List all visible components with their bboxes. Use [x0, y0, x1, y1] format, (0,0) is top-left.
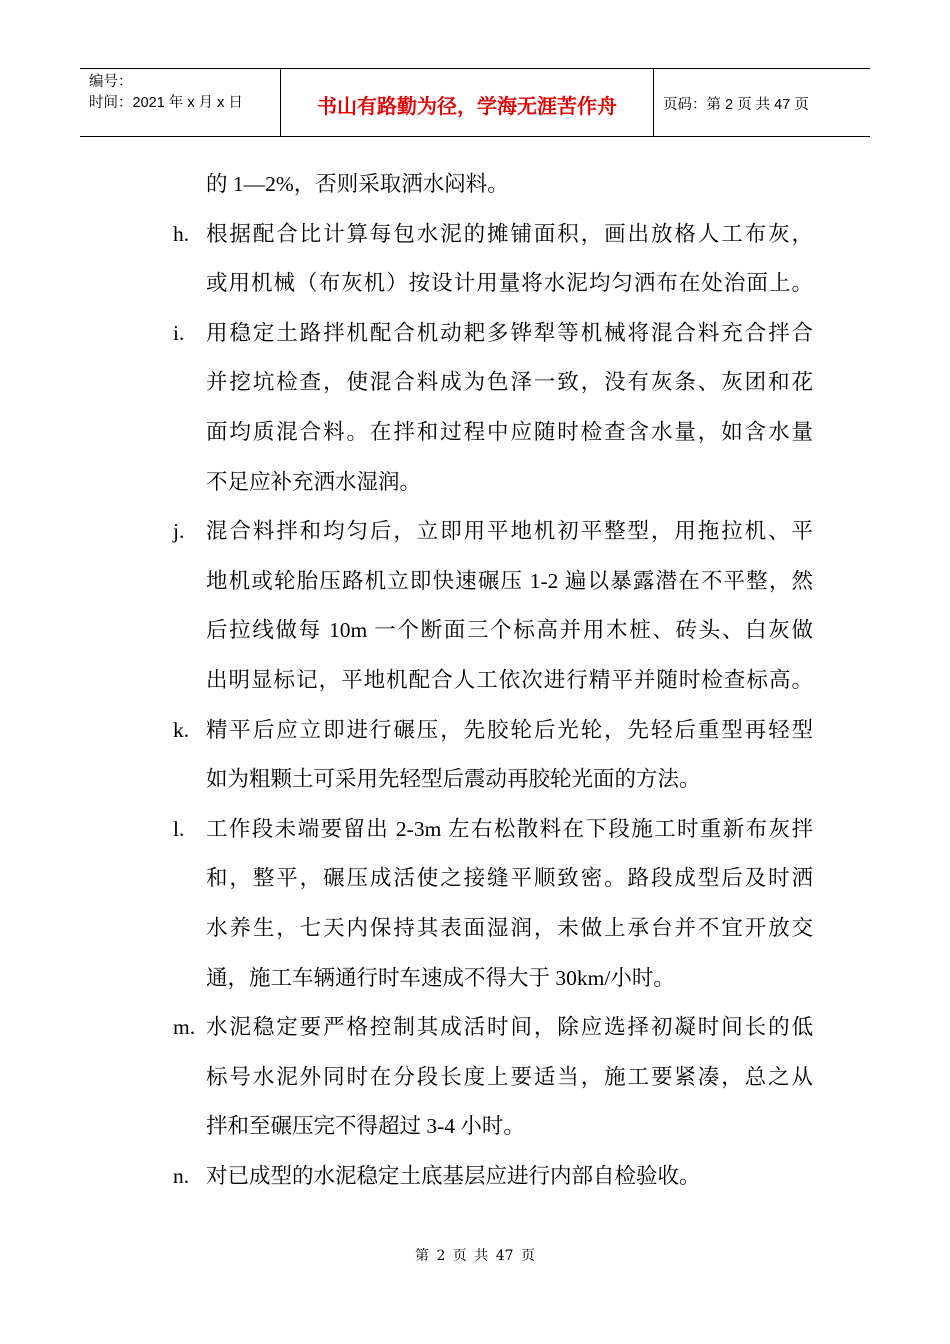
- body-line: [173, 259, 813, 309]
- body-line: [173, 557, 813, 607]
- document-body: [173, 160, 813, 1201]
- body-line-text: 和，整平，碾压成活使之接缝平顺致密。路段成型后及时洒: [206, 866, 813, 891]
- body-line-text: 通，施工车辆通行时车速成不得大于 30km/小时。: [206, 965, 675, 990]
- body-line: [173, 606, 813, 656]
- header-page-info: 页码：第 2 页 共 47 页: [663, 97, 809, 113]
- page-header: [80, 68, 870, 137]
- body-line-text: 标号水泥外同时在分段长度上要适当，施工要紧凑，总之从: [206, 1064, 813, 1089]
- body-line-text: 后拉线做每 10m 一个断面三个标高并用木桩、砖头、白灰做: [206, 618, 813, 643]
- list-marker: j.: [173, 519, 185, 544]
- body-line-text: 出明显标记，平地机配合人工依次进行精平并随时检查标高。: [206, 667, 813, 692]
- body-line-text: 不足应补充洒水湿润。: [206, 469, 422, 494]
- header-meta: [80, 69, 281, 136]
- body-line-text: 水泥稳定要严格控制其成活时间，除应选择初凝时间长的低: [206, 1015, 813, 1040]
- body-line-text: 根据配合比计算每包水泥的摊铺面积，画出放格人工布灰，: [206, 221, 813, 246]
- body-line: [173, 1003, 813, 1053]
- list-marker: k.: [173, 717, 190, 742]
- header-motto: 书山有路勤为径，学海无涯苦作舟: [281, 69, 654, 136]
- body-line-text: 面均质混合料。在拌和过程中应随时检查含水量，如含水量: [206, 419, 813, 444]
- body-line-text: 的 1—2%，否则采取洒水闷料。: [206, 172, 509, 196]
- body-line: [173, 854, 813, 904]
- body-line-text: 如为粗颗土可采用先轻型后震动再胶轮光面的方法。: [206, 767, 701, 792]
- body-line: [173, 1152, 813, 1202]
- body-line: [173, 805, 813, 855]
- list-marker: m.: [173, 1015, 196, 1040]
- body-line: [173, 904, 813, 954]
- document-date: 时间：2021 年 x 月 x 日: [89, 95, 243, 111]
- body-line: [173, 210, 813, 260]
- body-line: [173, 706, 813, 756]
- body-line-text: 精平后应立即进行碾压，先胶轮后光轮，先轻后重型再轻型: [206, 717, 813, 742]
- page-footer: 第 2 页 共 47 页: [415, 1248, 535, 1264]
- body-line-text: 工作段未端要留出 2-3m 左右松散料在下段施工时重新布灰拌: [206, 816, 813, 841]
- body-line-text: 或用机械（布灰机）按设计用量将水泥均匀洒布在处治面上。: [206, 271, 813, 296]
- body-line: [173, 954, 813, 1004]
- body-line: [173, 755, 813, 805]
- body-line-text: 混合料拌和均匀后，立即用平地机初平整型，用拖拉机、平: [206, 519, 813, 544]
- body-line: [173, 656, 813, 706]
- body-line: [173, 408, 813, 458]
- list-marker: h.: [173, 221, 190, 246]
- body-line-text: 拌和至碾压完不得超过 3-4 小时。: [206, 1114, 525, 1139]
- body-line: [173, 458, 813, 508]
- body-line: [173, 358, 813, 408]
- list-marker: n.: [173, 1163, 190, 1188]
- body-line: [173, 1102, 813, 1152]
- body-line-text: 并挖坑检查，使混合料成为色泽一致，没有灰条、灰团和花: [206, 370, 813, 395]
- body-line-text: 地机或轮胎压路机立即快速碾压 1-2 遍以暴露潜在不平整，然: [206, 568, 813, 593]
- list-marker: l.: [173, 816, 185, 841]
- body-line: [173, 507, 813, 557]
- body-line: [173, 1053, 813, 1103]
- body-line-text: 用稳定土路拌机配合机动耙多铧犁等机械将混合料充合拌合: [206, 320, 813, 345]
- body-line: [173, 160, 813, 210]
- body-line: [173, 309, 813, 359]
- document-number-label: 编号：: [89, 74, 133, 90]
- list-marker: i.: [173, 320, 185, 345]
- body-line-text: 对已成型的水泥稳定土底基层应进行内部自检验收。: [206, 1163, 701, 1188]
- body-line-text: 水养生，七天内保持其表面湿润，未做上承台并不宜开放交: [206, 915, 813, 940]
